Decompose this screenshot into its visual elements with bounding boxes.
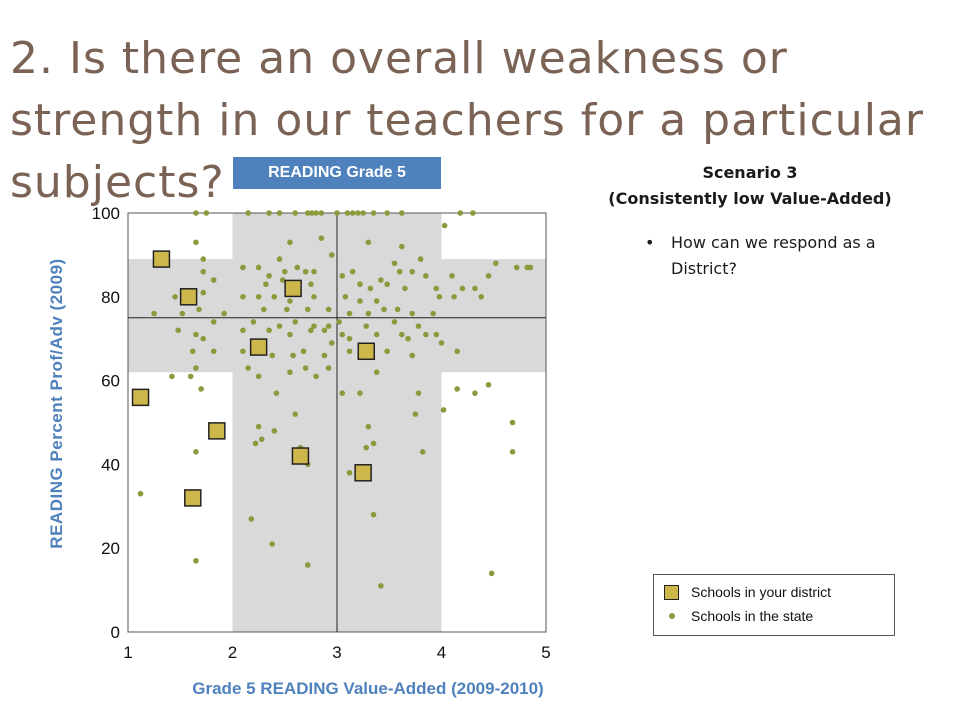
state-school-point bbox=[269, 353, 275, 359]
state-school-point bbox=[347, 348, 353, 354]
state-school-point bbox=[308, 328, 314, 334]
state-school-point bbox=[266, 273, 272, 279]
state-school-point bbox=[378, 583, 384, 589]
state-school-point bbox=[347, 311, 353, 317]
state-school-point bbox=[339, 332, 345, 338]
state-school-point bbox=[449, 273, 455, 279]
state-school-point bbox=[478, 294, 484, 300]
state-school-point bbox=[334, 210, 340, 216]
state-school-point bbox=[294, 265, 300, 271]
state-school-point bbox=[433, 332, 439, 338]
state-school-point bbox=[384, 348, 390, 354]
state-school-point bbox=[240, 265, 246, 271]
state-school-point bbox=[193, 365, 199, 371]
state-school-point bbox=[266, 210, 272, 216]
x-axis-ticks bbox=[123, 643, 550, 662]
y-tick-label: 60 bbox=[101, 371, 120, 391]
state-school-point bbox=[430, 311, 436, 317]
state-school-point bbox=[489, 571, 495, 577]
scenario-heading bbox=[560, 160, 940, 212]
state-school-point bbox=[437, 294, 443, 300]
state-school-point bbox=[374, 332, 380, 338]
state-school-point bbox=[240, 294, 246, 300]
state-school-point bbox=[442, 223, 448, 229]
state-school-point bbox=[510, 420, 516, 426]
state-school-point bbox=[301, 348, 307, 354]
x-tick-label: 5 bbox=[541, 643, 551, 662]
state-school-point bbox=[308, 281, 314, 287]
state-school-point bbox=[274, 390, 280, 396]
state-school-point bbox=[416, 323, 422, 329]
legend-label-district: Schools in your district bbox=[691, 584, 832, 600]
state-school-point bbox=[193, 449, 199, 455]
state-school-point bbox=[204, 210, 210, 216]
y-tick-label: 0 bbox=[110, 623, 120, 642]
state-school-point bbox=[371, 512, 377, 518]
state-school-point bbox=[366, 311, 372, 317]
state-school-point bbox=[366, 424, 372, 430]
x-tick-label: 4 bbox=[436, 643, 447, 662]
district-school-point bbox=[358, 343, 374, 359]
state-school-point bbox=[357, 298, 363, 304]
state-school-point bbox=[416, 390, 422, 396]
y-tick-label: 20 bbox=[101, 539, 120, 559]
state-school-point bbox=[486, 382, 492, 388]
legend-label-state: Schools in the state bbox=[691, 608, 814, 624]
state-school-point bbox=[259, 436, 265, 442]
state-school-point bbox=[360, 210, 366, 216]
state-school-point bbox=[399, 332, 405, 338]
state-school-point bbox=[423, 273, 429, 279]
state-school-point bbox=[251, 319, 257, 325]
state-school-point bbox=[240, 348, 246, 354]
state-school-point bbox=[399, 244, 405, 250]
state-school-point bbox=[423, 332, 429, 338]
state-school-point bbox=[433, 286, 439, 292]
district-school-point bbox=[251, 339, 267, 355]
state-school-point bbox=[188, 374, 194, 380]
state-school-point bbox=[266, 328, 272, 334]
state-school-point bbox=[311, 294, 317, 300]
state-school-point bbox=[413, 411, 419, 417]
state-school-point bbox=[409, 269, 415, 275]
state-school-point bbox=[322, 353, 328, 359]
state-school-point bbox=[381, 307, 387, 313]
state-school-point bbox=[470, 210, 476, 216]
dot-marker-icon bbox=[664, 609, 679, 624]
state-school-point bbox=[384, 281, 390, 287]
state-school-point bbox=[211, 348, 217, 354]
bullet-item bbox=[645, 230, 935, 282]
y-axis-ticks bbox=[92, 204, 120, 642]
state-school-point bbox=[409, 353, 415, 359]
state-school-point bbox=[347, 470, 353, 476]
state-school-point bbox=[287, 298, 293, 304]
state-school-point bbox=[402, 286, 408, 292]
y-tick-label: 40 bbox=[101, 455, 120, 475]
state-school-point bbox=[486, 273, 492, 279]
district-school-point bbox=[133, 389, 149, 405]
state-school-point bbox=[253, 441, 259, 447]
state-school-point bbox=[175, 328, 181, 334]
state-school-point bbox=[454, 386, 460, 392]
state-school-point bbox=[371, 210, 377, 216]
state-school-point bbox=[313, 374, 319, 380]
state-school-point bbox=[305, 307, 311, 313]
state-school-point bbox=[256, 294, 262, 300]
state-school-point bbox=[200, 256, 206, 262]
state-school-point bbox=[240, 328, 246, 334]
state-school-point bbox=[196, 307, 202, 313]
state-school-point bbox=[256, 424, 262, 430]
x-tick-label: 1 bbox=[123, 643, 133, 662]
state-school-point bbox=[284, 307, 290, 313]
state-school-point bbox=[245, 365, 251, 371]
state-school-point bbox=[282, 269, 288, 275]
y-tick-label: 80 bbox=[101, 287, 120, 307]
state-school-point bbox=[256, 374, 262, 380]
state-school-point bbox=[384, 210, 390, 216]
state-school-point bbox=[151, 311, 157, 317]
state-school-point bbox=[355, 210, 361, 216]
state-school-point bbox=[347, 336, 353, 342]
state-school-point bbox=[200, 336, 206, 342]
state-school-point bbox=[193, 332, 199, 338]
state-school-point bbox=[319, 210, 325, 216]
state-school-point bbox=[305, 562, 311, 568]
state-school-point bbox=[395, 307, 401, 313]
chart-title-badge: READING Grade 5 bbox=[233, 157, 441, 189]
state-school-point bbox=[399, 210, 405, 216]
state-school-point bbox=[409, 311, 415, 317]
state-school-point bbox=[472, 286, 478, 292]
state-school-point bbox=[397, 269, 403, 275]
scenario-title: Scenario 3 bbox=[702, 163, 798, 182]
state-school-point bbox=[292, 319, 298, 325]
state-school-point bbox=[272, 294, 278, 300]
state-school-point bbox=[211, 319, 217, 325]
state-school-point bbox=[357, 281, 363, 287]
state-school-point bbox=[272, 428, 278, 434]
state-school-point bbox=[326, 323, 332, 329]
state-school-point bbox=[322, 328, 328, 334]
state-school-point bbox=[392, 319, 398, 325]
state-school-point bbox=[374, 298, 380, 304]
state-school-point bbox=[329, 252, 335, 258]
bullet-icon: • bbox=[645, 233, 655, 252]
state-school-point bbox=[493, 260, 499, 266]
state-school-point bbox=[249, 516, 255, 522]
state-school-point bbox=[371, 441, 377, 447]
state-school-point bbox=[198, 386, 204, 392]
state-school-point bbox=[339, 273, 345, 279]
state-school-point bbox=[405, 336, 411, 342]
district-school-point bbox=[285, 280, 301, 296]
state-school-point bbox=[211, 277, 217, 283]
state-school-point bbox=[392, 260, 398, 266]
legend-item-district bbox=[664, 584, 831, 600]
state-school-point bbox=[357, 390, 363, 396]
state-school-point bbox=[420, 449, 426, 455]
state-school-point bbox=[363, 445, 369, 451]
x-tick-label: 2 bbox=[227, 643, 238, 662]
state-school-point bbox=[193, 240, 199, 246]
state-school-point bbox=[514, 265, 520, 271]
state-school-point bbox=[439, 340, 445, 346]
state-school-point bbox=[454, 348, 460, 354]
state-school-point bbox=[287, 240, 293, 246]
state-school-point bbox=[460, 286, 466, 292]
state-school-point bbox=[343, 294, 349, 300]
x-tick-label: 3 bbox=[332, 643, 342, 662]
state-school-point bbox=[374, 369, 380, 375]
state-school-point bbox=[287, 332, 293, 338]
state-school-point bbox=[311, 269, 317, 275]
state-school-point bbox=[329, 340, 335, 346]
state-school-point bbox=[169, 374, 175, 380]
state-school-point bbox=[287, 369, 293, 375]
state-school-point bbox=[350, 269, 356, 275]
state-school-point bbox=[472, 390, 478, 396]
state-school-point bbox=[303, 365, 309, 371]
state-school-point bbox=[458, 210, 464, 216]
state-school-point bbox=[269, 541, 275, 547]
slide-title: 2. Is there an overall weakness or strength in our teachers for a particular subjects? bbox=[10, 33, 924, 208]
state-school-point bbox=[350, 210, 356, 216]
state-school-point bbox=[200, 269, 206, 275]
state-school-point bbox=[193, 558, 199, 564]
state-school-point bbox=[290, 353, 296, 359]
bullet-text: How can we respond as a District? bbox=[671, 233, 876, 278]
state-school-point bbox=[303, 269, 309, 275]
state-school-point bbox=[193, 210, 199, 216]
state-school-point bbox=[256, 265, 262, 271]
state-school-point bbox=[200, 290, 206, 296]
state-school-point bbox=[221, 311, 227, 317]
state-school-point bbox=[345, 210, 351, 216]
state-school-point bbox=[363, 323, 369, 329]
state-school-point bbox=[418, 256, 424, 262]
scenario-subtitle: (Consistently low Value-Added) bbox=[608, 189, 892, 208]
district-school-point bbox=[209, 423, 225, 439]
chart-legend bbox=[653, 574, 895, 636]
state-school-point bbox=[326, 307, 332, 313]
state-school-point bbox=[368, 286, 374, 292]
district-school-point bbox=[185, 490, 201, 506]
state-school-point bbox=[313, 210, 319, 216]
state-school-point bbox=[277, 323, 283, 329]
state-school-point bbox=[190, 348, 196, 354]
state-school-point bbox=[336, 319, 342, 325]
state-school-point bbox=[138, 491, 144, 497]
state-school-point bbox=[528, 265, 534, 271]
state-school-point bbox=[451, 294, 457, 300]
y-tick-label: 100 bbox=[91, 204, 120, 223]
state-school-point bbox=[366, 240, 372, 246]
x-axis-label: Grade 5 READING Value-Added (2009-2010) bbox=[192, 679, 544, 698]
district-school-point bbox=[181, 289, 197, 305]
state-school-point bbox=[277, 210, 283, 216]
district-school-point bbox=[153, 251, 169, 267]
square-marker-icon bbox=[664, 585, 679, 600]
state-school-point bbox=[441, 407, 447, 413]
state-school-point bbox=[378, 277, 384, 283]
state-school-point bbox=[319, 235, 325, 241]
state-school-point bbox=[263, 281, 269, 287]
state-school-point bbox=[277, 256, 283, 262]
state-school-point bbox=[292, 411, 298, 417]
district-school-point bbox=[355, 465, 371, 481]
state-school-point bbox=[292, 210, 298, 216]
state-school-point bbox=[326, 365, 332, 371]
state-school-point bbox=[339, 390, 345, 396]
state-school-point bbox=[510, 449, 516, 455]
state-school-point bbox=[245, 210, 251, 216]
y-axis-label: READING Percent Prof/Adv (2009) bbox=[47, 258, 66, 549]
state-school-point bbox=[261, 307, 267, 313]
legend-item-state bbox=[664, 608, 813, 624]
state-school-point bbox=[180, 311, 186, 317]
state-school-point bbox=[172, 294, 178, 300]
district-school-point bbox=[292, 448, 308, 464]
